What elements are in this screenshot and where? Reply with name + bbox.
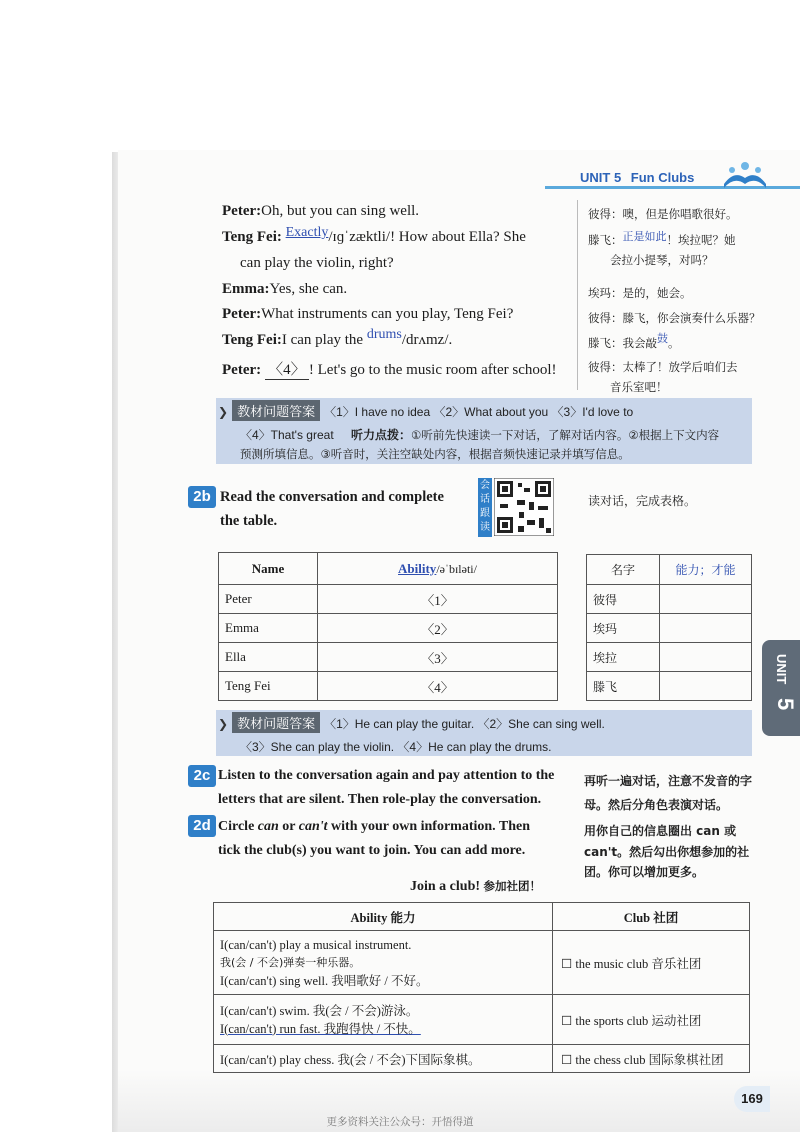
instruction-cn: 再听一遍对话，注意不发音的字 bbox=[584, 774, 753, 788]
chevron-right-icon: ❯ bbox=[218, 717, 229, 731]
instruction-text: Read the conversation and complete bbox=[220, 489, 444, 505]
instruction-text: the table. bbox=[220, 513, 278, 529]
club-table bbox=[213, 902, 750, 1073]
ability-table-cn bbox=[586, 554, 752, 701]
table-cell-name-cn: 埃玛 bbox=[587, 614, 660, 643]
ability-line[interactable]: I(can/can't) swim. 我(会 / 不会)游泳。 bbox=[220, 1003, 419, 1018]
table-cell-name: Ella bbox=[219, 643, 318, 672]
handwritten-note: 鼓 bbox=[657, 332, 668, 345]
text: Circle bbox=[218, 819, 258, 834]
answer-tag: 教材问题答案 bbox=[232, 400, 320, 421]
speaker: Emma: bbox=[222, 281, 270, 297]
table-cell-empty bbox=[660, 585, 752, 614]
phonetic: /ɪɡˈzæktli/ bbox=[328, 229, 391, 245]
unit-title: Fun Clubs bbox=[630, 170, 695, 185]
answer-line-3: 预测所填信息。③听音时，关注空缺处内容，根据音频快速记录并填写信息。 bbox=[240, 447, 630, 461]
chevron-right-icon: ❯ bbox=[218, 405, 229, 419]
club-table-title bbox=[410, 878, 541, 895]
speaker: Peter: bbox=[222, 306, 262, 322]
dialogue-line-3 bbox=[240, 255, 394, 272]
header-ability bbox=[318, 553, 558, 585]
translation-line: 音乐室吧！ bbox=[610, 380, 668, 394]
ability-cell bbox=[214, 995, 553, 1045]
line-text: ! Let's go to the music room after school! bbox=[308, 362, 557, 378]
dialogue-line-6 bbox=[222, 327, 453, 349]
translation-line bbox=[588, 232, 736, 248]
phonetic: /drʌmz/. bbox=[401, 332, 453, 348]
ability-line-cn: 我(会 / 不会)弹奏一种乐器。 bbox=[220, 955, 361, 969]
speaker: Peter: bbox=[222, 203, 262, 219]
answer-tag: 教材问题答案 bbox=[232, 712, 320, 733]
table-cell-name: Emma bbox=[219, 614, 318, 643]
answer-blank: 〈4〉 bbox=[265, 358, 309, 380]
instruction-cn: 读对话，完成表格。 bbox=[588, 494, 697, 508]
translation-text: 。 bbox=[668, 336, 680, 350]
section-badge-2c: 2c bbox=[188, 765, 216, 787]
header-ability-cn: 能力；才能 bbox=[660, 555, 752, 585]
translation-line: 会拉小提琴，对吗？ bbox=[610, 253, 714, 267]
instruction-cn: 母。然后分角色表演对话。 bbox=[584, 798, 729, 812]
instruction-text: Listen to the conversation again and pay attention to the bbox=[218, 768, 555, 783]
translation-line: 彼得：滕飞，你会演奏什么乐器？ bbox=[588, 311, 761, 325]
unit-header bbox=[580, 170, 694, 185]
dialogue-line-5 bbox=[222, 306, 513, 323]
section-badge-2b: 2b bbox=[188, 486, 216, 508]
table-cell-empty bbox=[660, 643, 752, 672]
dialogue-line-2 bbox=[222, 225, 526, 246]
table-cell-blank: 〈3〉 bbox=[318, 643, 558, 672]
table-cell-name-cn: 埃拉 bbox=[587, 643, 660, 672]
header-name: Name bbox=[219, 553, 318, 585]
header-phonetic: /əˈbɪləti/ bbox=[436, 561, 477, 576]
answer-box-2-header bbox=[218, 712, 605, 733]
text: can't bbox=[298, 819, 328, 834]
speaker: Teng Fei: bbox=[222, 229, 282, 245]
instruction-text bbox=[218, 819, 530, 835]
page-number: 169 bbox=[734, 1086, 770, 1112]
answer-box-1-header bbox=[218, 400, 633, 421]
table-cell-blank: 〈1〉 bbox=[318, 585, 558, 614]
unit-tab-number: 5 bbox=[773, 698, 798, 711]
instruction-cn: 用你自己的信息圈出 can 或 bbox=[584, 824, 737, 838]
line-text: can play the violin, right? bbox=[240, 255, 394, 271]
table-cell-blank: 〈2〉 bbox=[318, 614, 558, 643]
title-en: Join a club! bbox=[410, 879, 481, 894]
ability-line[interactable]: I(can/can't) play a musical instrument. bbox=[220, 937, 412, 952]
text: or bbox=[278, 819, 299, 834]
table-cell-name-cn: 彼得 bbox=[587, 585, 660, 614]
line-text: Oh, but you can sing well. bbox=[261, 203, 420, 219]
line-text: ! How about Ella? She bbox=[390, 229, 526, 245]
qr-code-icon[interactable] bbox=[494, 478, 554, 536]
speaker: Teng Fei: bbox=[222, 332, 282, 348]
dialogue-line-1 bbox=[222, 203, 419, 220]
ability-line[interactable]: I(can/can't) run fast. 我跑得快 / 不快。 bbox=[220, 1021, 421, 1036]
unit-side-tab bbox=[762, 640, 800, 736]
translation-text: 滕飞：我会敲 bbox=[588, 336, 657, 350]
ability-line[interactable]: I(can/can't) sing well. 我唱歌好 / 不好。 bbox=[220, 973, 429, 988]
text: can bbox=[257, 819, 279, 834]
dialogue-line-4 bbox=[222, 281, 347, 298]
translation-line: 埃玛：是的，她会。 bbox=[588, 286, 692, 300]
book-icon bbox=[722, 160, 768, 190]
dialogue-line-7 bbox=[222, 358, 557, 380]
table-cell-name: Teng Fei bbox=[219, 672, 318, 701]
title-cn: 参加社团！ bbox=[483, 879, 542, 893]
unit-label: UNIT 5 bbox=[580, 170, 622, 185]
answer-text: 〈4〉That's great bbox=[240, 428, 334, 442]
unit-tab-label: UNIT bbox=[774, 654, 789, 685]
header-ability: Ability 能力 bbox=[214, 903, 553, 931]
line-text: What instruments can you play, Teng Fei? bbox=[261, 306, 514, 322]
translation-line: 彼得：噢，但是你唱歌很好。 bbox=[588, 207, 738, 221]
answer-line: 〈1〉I have no idea 〈2〉What about you 〈3〉I'd love to bbox=[324, 405, 634, 419]
header-club: Club 社团 bbox=[553, 903, 750, 931]
ability-cell bbox=[214, 931, 553, 995]
listening-tip-text: ①听前先快速读一下对话，了解对话内容。②根据上下文内容 bbox=[411, 428, 720, 442]
club-checkbox-sports[interactable]: ☐ the sports club 运动社团 bbox=[553, 995, 750, 1045]
instruction-text: letters that are silent. Then role-play the conversation. bbox=[218, 792, 542, 807]
translation-text: ！埃拉呢？她 bbox=[666, 233, 736, 247]
instruction-cn: 团。你可以增加更多。 bbox=[584, 865, 705, 879]
table-cell-blank: 〈4〉 bbox=[318, 672, 558, 701]
table-cell-name: Peter bbox=[219, 585, 318, 614]
header-ability-label: Ability bbox=[398, 560, 437, 576]
table-cell-empty bbox=[660, 672, 752, 701]
section-badge-2d: 2d bbox=[188, 815, 216, 837]
handwritten-note: 正是如此 bbox=[622, 230, 667, 243]
line-text: I can play the bbox=[281, 332, 364, 348]
translation-line bbox=[588, 332, 680, 351]
audio-label: 会话跟读 bbox=[478, 478, 492, 537]
instruction-cn: can't。然后勾出你想参加的社 bbox=[584, 845, 750, 859]
listening-tip-label: 听力点拨： bbox=[351, 428, 412, 442]
answer-line-2 bbox=[240, 426, 719, 443]
answer-line: 〈1〉He can play the guitar. 〈2〉She can sing well. bbox=[324, 717, 605, 731]
club-checkbox-music[interactable]: ☐ the music club 音乐社团 bbox=[553, 931, 750, 995]
speaker: Peter: bbox=[222, 362, 262, 378]
translation-speaker: 滕飞： bbox=[588, 233, 623, 247]
header-name-cn: 名字 bbox=[587, 555, 660, 585]
translation-line: 彼得：太棒了！放学后咱们去 bbox=[588, 360, 738, 374]
table-cell-name-cn: 滕飞 bbox=[587, 672, 660, 701]
table-cell-empty bbox=[660, 614, 752, 643]
column-divider bbox=[577, 200, 578, 390]
answer-line-2: 〈3〉She can play the violin. 〈4〉He can play the drums. bbox=[240, 740, 552, 754]
club-checkbox-chess[interactable]: ☐ the chess club 国际象棋社团 bbox=[553, 1045, 750, 1073]
handwritten-note: Exactly bbox=[285, 225, 329, 240]
handwritten-note: drums bbox=[366, 327, 402, 342]
text: with your own information. Then bbox=[327, 819, 531, 834]
ability-table bbox=[218, 552, 558, 701]
line-text: Yes, she can. bbox=[269, 281, 348, 297]
footer-note: 更多资料关注公众号：开悟得道 bbox=[326, 1116, 474, 1128]
ability-line[interactable]: I(can/can't) play chess. 我(会 / 不会)下国际象棋。 bbox=[214, 1045, 553, 1073]
instruction-text: tick the club(s) you want to join. You can add more. bbox=[218, 843, 526, 858]
